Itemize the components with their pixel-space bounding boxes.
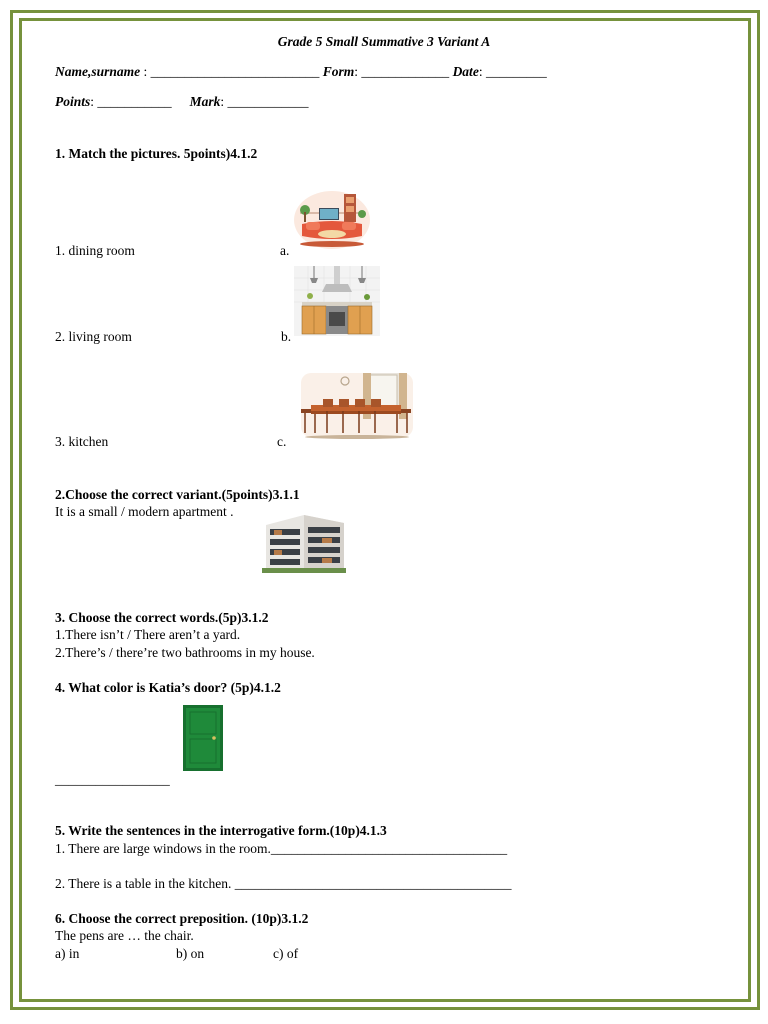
q6-option-c[interactable]: c) of	[273, 946, 299, 961]
q1-item-dining-room: 1. dining room	[55, 243, 135, 258]
q4-answer-blank[interactable]: _________________	[55, 772, 170, 787]
q1-heading: 1. Match the pictures. 5points)4.1.2	[55, 146, 258, 161]
q3-line-2: 2.There’s / there’re two bathrooms in my house.	[55, 645, 315, 660]
document-title: Grade 5 Small Summative 3 Variant A	[277, 34, 491, 49]
q1-letter-c: c.	[277, 434, 287, 449]
q1-letter-b: b.	[281, 329, 292, 344]
points-label: Points	[55, 94, 91, 109]
form-blank[interactable]: : _____________	[354, 64, 453, 79]
q1-item-living-room: 2. living room	[55, 329, 132, 344]
mark-label: Mark	[189, 94, 221, 109]
q4-heading: 4. What color is Katia’s door? (5p)4.1.2	[55, 680, 281, 695]
green-door-picture	[183, 705, 223, 771]
kitchen-picture	[294, 266, 380, 336]
q5-line-1[interactable]: 1. There are large windows in the room.___________________________________	[55, 841, 508, 856]
q5-heading: 5. Write the sentences in the interrogative form.(10p)4.1.3	[55, 823, 387, 838]
name-label: Name,surname	[55, 64, 141, 79]
q6-option-b[interactable]: b) on	[176, 946, 205, 961]
q3-heading: 3. Choose the correct words.(5p)3.1.2	[55, 610, 269, 625]
q2-sentence: It is a small / modern apartment .	[55, 504, 234, 519]
mark-blank[interactable]: : ____________	[220, 94, 309, 109]
q6-heading: 6. Choose the correct preposition. (10p)3.1.2	[55, 911, 309, 926]
q6-sentence: The pens are … the chair.	[55, 928, 194, 943]
q6-option-a[interactable]: a) in	[55, 946, 80, 961]
date-blank[interactable]: : _________	[478, 64, 547, 79]
q2-heading: 2.Choose the correct variant.(5points)3.1.1	[55, 487, 300, 502]
date-label: Date	[452, 64, 479, 79]
dining-room-picture	[297, 371, 417, 441]
form-label: Form	[322, 64, 355, 79]
points-mark-line	[55, 94, 309, 110]
points-blank[interactable]: : ___________	[90, 94, 172, 109]
q3-line-1: 1.There isn’t / There aren’t a yard.	[55, 627, 241, 642]
q1-letter-a: a.	[280, 243, 290, 258]
name-blank[interactable]: : _________________________	[140, 64, 323, 79]
q5-line-2[interactable]: 2. There is a table in the kitchen. _________________________________________	[55, 876, 512, 891]
name-form-date-line	[55, 64, 547, 80]
apartment-building-picture	[260, 513, 348, 575]
living-room-picture	[292, 184, 372, 250]
q1-item-kitchen: 3. kitchen	[55, 434, 109, 449]
